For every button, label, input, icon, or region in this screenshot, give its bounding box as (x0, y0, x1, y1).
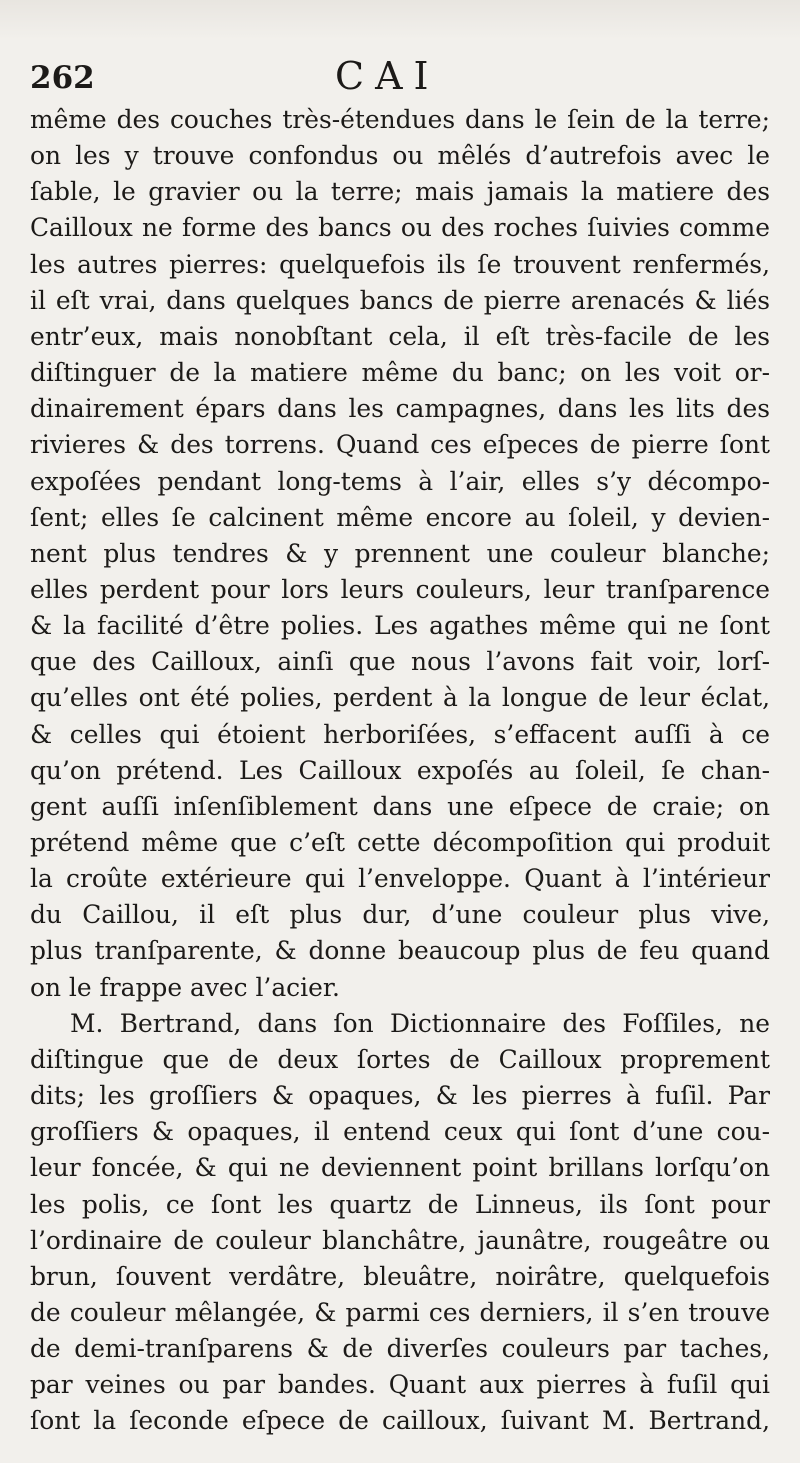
text-line: les autres pierres: quelquefois ils ſe trouvent renfermés, (30, 249, 770, 279)
text-line: gent auſſi inſenſiblement dans une eſpece de craie; on (30, 791, 770, 821)
page-number: 262 (30, 60, 95, 96)
text-line: on le frappe avec l’acier. (30, 972, 340, 1002)
text-line: ſable, le gravier ou la terre; mais jamais la matiere des (30, 177, 770, 207)
text-line: dinairement épars dans les campagnes, dans les lits des (30, 394, 770, 424)
text-line: rivieres & des torrens. Quand ces eſpeces de pierre ſont (30, 430, 770, 460)
page-shadow (0, 0, 800, 40)
text-line: leur foncée, & qui ne deviennent point brillans lorſqu’on (30, 1153, 770, 1183)
running-head: CAI (335, 54, 440, 98)
text-line: diſtinguer de la matiere même du banc; on les voit or- (30, 358, 770, 388)
text-line: par veines ou par bandes. Quant aux pierres à fuſil qui (30, 1370, 770, 1400)
text-line: brun, ſouvent verdâtre, bleuâtre, noirâtre, quelquefois (30, 1261, 770, 1291)
text-line: la croûte extérieure qui l’enveloppe. Quant à l’intérieur (30, 864, 770, 894)
text-line: on les y trouve confondus ou mêlés d’autrefois avec le (30, 141, 770, 171)
text-line: il eſt vrai, dans quelques bancs de pierre arenacés & liés (30, 285, 770, 315)
text-line: nent plus tendres & y prennent une couleur blanche; (30, 538, 770, 568)
text-line: que des Cailloux, ainſi que nous l’avons fait voir, lorſ- (30, 647, 770, 677)
body-text (30, 102, 770, 1436)
text-line: du Caillou, il eſt plus dur, d’une couleur plus vive, (30, 900, 770, 930)
text-line: l’ordinaire de couleur blanchâtre, jaunâtre, rougeâtre ou (30, 1225, 770, 1255)
text-line: qu’elles ont été polies, perdent à la longue de leur éclat, (30, 683, 770, 713)
text-line: prétend même que c’eſt cette décompoſition qui produit (30, 828, 770, 857)
text-line: diſtingue que de deux ſortes de Cailloux proprement (30, 1044, 770, 1074)
text-line: de couleur mêlangée, & parmi ces derniers, il s’en trouve (30, 1297, 770, 1327)
text-line: groſſiers & opaques, il entend ceux qui ſont d’une cou- (30, 1117, 770, 1147)
text-line: même des couches très-étendues dans le ſein de la terre; (30, 105, 770, 134)
text-line: de demi-tranſparens & de diverſes couleurs par taches, (30, 1334, 770, 1364)
text-line: les polis, ce ſont les quartz de Linneus, ils ſont pour (30, 1189, 770, 1219)
text-line: qu’on prétend. Les Cailloux expoſés au ſoleil, ſe chan- (30, 755, 770, 785)
text-line: ſent; elles ſe calcinent même encore au ſoleil, y devien- (30, 502, 770, 532)
text-line: Cailloux ne forme des bancs ou des roches ſuivies comme (30, 213, 770, 243)
text-line: entr’eux, mais nonobſtant cela, il eſt très-facile de les (30, 321, 770, 351)
text-line: & la facilité d’être polies. Les agathes même qui ne ſont (30, 611, 770, 641)
text-line: elles perdent pour lors leurs couleurs, leur tranſparence (30, 574, 770, 604)
text-line: dits; les groſſiers & opaques, & les pierres à fuſil. Par (30, 1081, 770, 1111)
text-line: M. Bertrand, dans ſon Dictionnaire des Foſſiles, ne (70, 1008, 770, 1038)
text-line: plus tranſparente, & donne beaucoup plus de feu quand (30, 936, 770, 966)
text-line: ſont la ſeconde eſpece de cailloux, ſuivant M. Bertrand, (30, 1406, 770, 1436)
text-line: expoſées pendant long-tems à l’air, elles s’y décompo- (30, 466, 770, 496)
page-header (30, 56, 770, 104)
text-line: & celles qui étoient herboriſées, s’effacent auſſi à ce (30, 719, 770, 749)
